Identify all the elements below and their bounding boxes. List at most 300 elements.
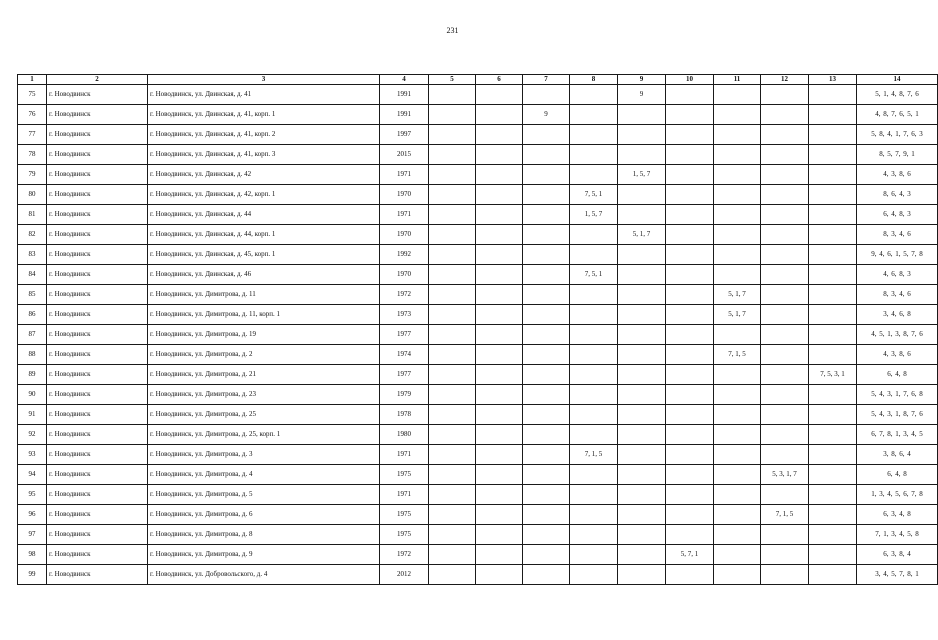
col9-cell <box>618 325 666 345</box>
col14-cell: 8, 3, 4, 6 <box>857 285 938 305</box>
col7-cell <box>523 445 570 465</box>
col9-cell: 5, 1, 7 <box>618 225 666 245</box>
col5-cell <box>429 345 476 365</box>
col14-cell: 8, 5, 7, 9, 1 <box>857 145 938 165</box>
city-cell: г. Новодвинск <box>47 505 148 525</box>
col13-cell <box>809 505 857 525</box>
year-cell: 1971 <box>380 165 429 185</box>
city-cell: г. Новодвинск <box>47 465 148 485</box>
col12-cell <box>761 365 809 385</box>
col6-cell <box>476 85 523 105</box>
col14-cell: 5, 8, 4, 1, 7, 6, 3 <box>857 125 938 145</box>
column-header-5: 5 <box>429 75 476 85</box>
header-row <box>18 75 938 85</box>
col13-cell: 7, 5, 3, 1 <box>809 365 857 385</box>
address-cell: г. Новодвинск, ул. Двинская, д. 46 <box>148 265 380 285</box>
col8-cell <box>570 365 618 385</box>
col12-cell <box>761 225 809 245</box>
col12-cell <box>761 305 809 325</box>
col11-cell <box>714 565 761 585</box>
col6-cell <box>476 425 523 445</box>
col13-cell <box>809 405 857 425</box>
col5-cell <box>429 205 476 225</box>
col10-cell <box>666 345 714 365</box>
col13-cell <box>809 385 857 405</box>
row-number-cell: 86 <box>18 305 47 325</box>
col10-cell <box>666 145 714 165</box>
col14-cell: 6, 3, 4, 8 <box>857 505 938 525</box>
col8-cell <box>570 425 618 445</box>
col5-cell <box>429 105 476 125</box>
col5-cell <box>429 325 476 345</box>
col6-cell <box>476 525 523 545</box>
col13-cell <box>809 425 857 445</box>
col5-cell <box>429 525 476 545</box>
col11-cell <box>714 425 761 445</box>
table-row <box>18 445 938 465</box>
col8-cell: 1, 5, 7 <box>570 205 618 225</box>
col12-cell <box>761 325 809 345</box>
col8-cell: 7, 1, 5 <box>570 445 618 465</box>
col6-cell <box>476 505 523 525</box>
col7-cell: 9 <box>523 105 570 125</box>
col12-cell <box>761 145 809 165</box>
col11-cell <box>714 165 761 185</box>
col13-cell <box>809 185 857 205</box>
table-body <box>18 85 938 585</box>
address-cell: г. Новодвинск, ул. Димитрова, д. 11, корп. 1 <box>148 305 380 325</box>
col10-cell <box>666 305 714 325</box>
column-header-6: 6 <box>476 75 523 85</box>
col9-cell <box>618 345 666 365</box>
column-header-3: 3 <box>148 75 380 85</box>
col10-cell <box>666 525 714 545</box>
year-cell: 1970 <box>380 265 429 285</box>
col12-cell <box>761 485 809 505</box>
col8-cell <box>570 465 618 485</box>
col14-cell: 5, 4, 3, 1, 8, 7, 6 <box>857 405 938 425</box>
col11-cell <box>714 385 761 405</box>
col9-cell: 1, 5, 7 <box>618 165 666 185</box>
table-row <box>18 265 938 285</box>
address-cell: г. Новодвинск, ул. Димитрова, д. 25, корп. 1 <box>148 425 380 445</box>
col12-cell <box>761 105 809 125</box>
col13-cell <box>809 225 857 245</box>
city-cell: г. Новодвинск <box>47 385 148 405</box>
year-cell: 1980 <box>380 425 429 445</box>
col10-cell <box>666 325 714 345</box>
col8-cell <box>570 285 618 305</box>
row-number-cell: 93 <box>18 445 47 465</box>
col13-cell <box>809 245 857 265</box>
row-number-cell: 75 <box>18 85 47 105</box>
table-row <box>18 565 938 585</box>
col12-cell <box>761 405 809 425</box>
col6-cell <box>476 345 523 365</box>
col8-cell <box>570 565 618 585</box>
col11-cell <box>714 205 761 225</box>
col14-cell: 3, 8, 6, 4 <box>857 445 938 465</box>
table-row <box>18 525 938 545</box>
column-header-8: 8 <box>570 75 618 85</box>
city-cell: г. Новодвинск <box>47 285 148 305</box>
col7-cell <box>523 245 570 265</box>
city-cell: г. Новодвинск <box>47 365 148 385</box>
col10-cell <box>666 385 714 405</box>
col11-cell: 5, 1, 7 <box>714 285 761 305</box>
col8-cell <box>570 325 618 345</box>
city-cell: г. Новодвинск <box>47 405 148 425</box>
col14-cell: 8, 3, 4, 6 <box>857 225 938 245</box>
col12-cell <box>761 125 809 145</box>
col14-cell: 4, 6, 8, 3 <box>857 265 938 285</box>
col12-cell <box>761 245 809 265</box>
col14-cell: 6, 4, 8, 3 <box>857 205 938 225</box>
col11-cell <box>714 465 761 485</box>
table-row <box>18 325 938 345</box>
col12-cell <box>761 525 809 545</box>
city-cell: г. Новодвинск <box>47 165 148 185</box>
address-cell: г. Новодвинск, ул. Димитрова, д. 25 <box>148 405 380 425</box>
col6-cell <box>476 445 523 465</box>
col10-cell <box>666 125 714 145</box>
city-cell: г. Новодвинск <box>47 305 148 325</box>
col13-cell <box>809 325 857 345</box>
col6-cell <box>476 185 523 205</box>
col9-cell <box>618 145 666 165</box>
col11-cell <box>714 185 761 205</box>
row-number-cell: 79 <box>18 165 47 185</box>
col11-cell <box>714 405 761 425</box>
address-cell: г. Новодвинск, ул. Димитрова, д. 3 <box>148 445 380 465</box>
address-cell: г. Новодвинск, ул. Димитрова, д. 11 <box>148 285 380 305</box>
col8-cell <box>570 85 618 105</box>
col10-cell <box>666 445 714 465</box>
row-number-cell: 80 <box>18 185 47 205</box>
col13-cell <box>809 305 857 325</box>
col5-cell <box>429 285 476 305</box>
col5-cell <box>429 125 476 145</box>
col12-cell <box>761 345 809 365</box>
address-cell: г. Новодвинск, ул. Димитрова, д. 2 <box>148 345 380 365</box>
col9-cell <box>618 565 666 585</box>
row-number-cell: 82 <box>18 225 47 245</box>
city-cell: г. Новодвинск <box>47 225 148 245</box>
col6-cell <box>476 565 523 585</box>
year-cell: 1971 <box>380 445 429 465</box>
column-header-11: 11 <box>714 75 761 85</box>
col8-cell <box>570 545 618 565</box>
col5-cell <box>429 265 476 285</box>
col13-cell <box>809 285 857 305</box>
year-cell: 1975 <box>380 505 429 525</box>
col13-cell <box>809 565 857 585</box>
year-cell: 1978 <box>380 405 429 425</box>
col14-cell: 4, 5, 1, 3, 8, 7, 6 <box>857 325 938 345</box>
column-header-7: 7 <box>523 75 570 85</box>
column-header-2: 2 <box>47 75 148 85</box>
address-cell: г. Новодвинск, ул. Двинская, д. 45, корп. 1 <box>148 245 380 265</box>
col12-cell <box>761 545 809 565</box>
col12-cell <box>761 565 809 585</box>
col13-cell <box>809 445 857 465</box>
col14-cell: 6, 7, 8, 1, 3, 4, 5 <box>857 425 938 445</box>
col9-cell <box>618 105 666 125</box>
col14-cell: 4, 3, 8, 6 <box>857 345 938 365</box>
column-header-9: 9 <box>618 75 666 85</box>
row-number-cell: 97 <box>18 525 47 545</box>
col8-cell <box>570 245 618 265</box>
city-cell: г. Новодвинск <box>47 545 148 565</box>
city-cell: г. Новодвинск <box>47 205 148 225</box>
col9-cell <box>618 465 666 485</box>
col8-cell: 7, 5, 1 <box>570 185 618 205</box>
table-row <box>18 125 938 145</box>
city-cell: г. Новодвинск <box>47 425 148 445</box>
row-number-cell: 99 <box>18 565 47 585</box>
col12-cell <box>761 385 809 405</box>
col9-cell <box>618 185 666 205</box>
col11-cell <box>714 265 761 285</box>
col14-cell: 1, 3, 4, 5, 6, 7, 8 <box>857 485 938 505</box>
city-cell: г. Новодвинск <box>47 485 148 505</box>
column-header-14: 14 <box>857 75 938 85</box>
col10-cell <box>666 425 714 445</box>
table-row <box>18 225 938 245</box>
address-cell: г. Новодвинск, ул. Двинская, д. 42 <box>148 165 380 185</box>
col5-cell <box>429 425 476 445</box>
col10-cell: 5, 7, 1 <box>666 545 714 565</box>
col10-cell <box>666 225 714 245</box>
column-header-4: 4 <box>380 75 429 85</box>
col14-cell: 4, 8, 7, 6, 5, 1 <box>857 105 938 125</box>
row-number-cell: 85 <box>18 285 47 305</box>
col14-cell: 9, 4, 6, 1, 5, 7, 8 <box>857 245 938 265</box>
col6-cell <box>476 285 523 305</box>
col5-cell <box>429 365 476 385</box>
col5-cell <box>429 385 476 405</box>
col8-cell <box>570 405 618 425</box>
col11-cell <box>714 505 761 525</box>
table-row <box>18 245 938 265</box>
address-cell: г. Новодвинск, ул. Двинская, д. 41, корп. 2 <box>148 125 380 145</box>
table-row <box>18 185 938 205</box>
col10-cell <box>666 245 714 265</box>
year-cell: 1970 <box>380 185 429 205</box>
col8-cell <box>570 225 618 245</box>
address-cell: г. Новодвинск, ул. Димитрова, д. 19 <box>148 325 380 345</box>
year-cell: 1973 <box>380 305 429 325</box>
row-number-cell: 95 <box>18 485 47 505</box>
col7-cell <box>523 565 570 585</box>
col9-cell <box>618 405 666 425</box>
col12-cell: 7, 1, 5 <box>761 505 809 525</box>
col13-cell <box>809 145 857 165</box>
year-cell: 2012 <box>380 565 429 585</box>
column-header-12: 12 <box>761 75 809 85</box>
col8-cell <box>570 165 618 185</box>
col13-cell <box>809 545 857 565</box>
col7-cell <box>523 285 570 305</box>
col8-cell <box>570 505 618 525</box>
table-row <box>18 285 938 305</box>
col6-cell <box>476 465 523 485</box>
table-row <box>18 365 938 385</box>
col5-cell <box>429 305 476 325</box>
col6-cell <box>476 125 523 145</box>
column-header-13: 13 <box>809 75 857 85</box>
col14-cell: 6, 3, 8, 4 <box>857 545 938 565</box>
col11-cell <box>714 245 761 265</box>
col9-cell <box>618 365 666 385</box>
col12-cell: 5, 3, 1, 7 <box>761 465 809 485</box>
table-row <box>18 485 938 505</box>
col6-cell <box>476 145 523 165</box>
col9-cell <box>618 265 666 285</box>
address-cell: г. Новодвинск, ул. Димитрова, д. 5 <box>148 485 380 505</box>
col10-cell <box>666 205 714 225</box>
row-number-cell: 83 <box>18 245 47 265</box>
row-number-cell: 88 <box>18 345 47 365</box>
col6-cell <box>476 385 523 405</box>
col5-cell <box>429 485 476 505</box>
col7-cell <box>523 145 570 165</box>
table-row <box>18 425 938 445</box>
col5-cell <box>429 405 476 425</box>
col5-cell <box>429 505 476 525</box>
col6-cell <box>476 205 523 225</box>
col7-cell <box>523 185 570 205</box>
col8-cell <box>570 305 618 325</box>
col7-cell <box>523 345 570 365</box>
col7-cell <box>523 385 570 405</box>
col10-cell <box>666 85 714 105</box>
col8-cell <box>570 105 618 125</box>
col7-cell <box>523 365 570 385</box>
city-cell: г. Новодвинск <box>47 85 148 105</box>
city-cell: г. Новодвинск <box>47 105 148 125</box>
col10-cell <box>666 405 714 425</box>
col12-cell <box>761 185 809 205</box>
col13-cell <box>809 105 857 125</box>
col11-cell <box>714 145 761 165</box>
year-cell: 1972 <box>380 285 429 305</box>
row-number-cell: 84 <box>18 265 47 285</box>
col12-cell <box>761 265 809 285</box>
col8-cell: 7, 5, 1 <box>570 265 618 285</box>
table-row <box>18 85 938 105</box>
year-cell: 1971 <box>380 205 429 225</box>
col9-cell <box>618 245 666 265</box>
col11-cell <box>714 85 761 105</box>
year-cell: 1974 <box>380 345 429 365</box>
col9-cell <box>618 285 666 305</box>
row-number-cell: 87 <box>18 325 47 345</box>
city-cell: г. Новодвинск <box>47 265 148 285</box>
col5-cell <box>429 445 476 465</box>
city-cell: г. Новодвинск <box>47 345 148 365</box>
col9-cell <box>618 425 666 445</box>
col13-cell <box>809 525 857 545</box>
col13-cell <box>809 165 857 185</box>
col12-cell <box>761 165 809 185</box>
year-cell: 1991 <box>380 105 429 125</box>
row-number-cell: 98 <box>18 545 47 565</box>
column-header-1: 1 <box>18 75 47 85</box>
col10-cell <box>666 465 714 485</box>
col14-cell: 6, 4, 8 <box>857 465 938 485</box>
col14-cell: 3, 4, 5, 7, 8, 1 <box>857 565 938 585</box>
col12-cell <box>761 285 809 305</box>
col7-cell <box>523 125 570 145</box>
col13-cell <box>809 125 857 145</box>
col12-cell <box>761 445 809 465</box>
city-cell: г. Новодвинск <box>47 145 148 165</box>
col11-cell: 5, 1, 7 <box>714 305 761 325</box>
col7-cell <box>523 485 570 505</box>
col7-cell <box>523 465 570 485</box>
col11-cell: 7, 1, 5 <box>714 345 761 365</box>
col8-cell <box>570 385 618 405</box>
col7-cell <box>523 545 570 565</box>
row-number-cell: 78 <box>18 145 47 165</box>
col11-cell <box>714 445 761 465</box>
housing-register-table <box>17 74 938 585</box>
col6-cell <box>476 225 523 245</box>
col5-cell <box>429 225 476 245</box>
col11-cell <box>714 485 761 505</box>
table-row <box>18 345 938 365</box>
address-cell: г. Новодвинск, ул. Двинская, д. 41, корп. 3 <box>148 145 380 165</box>
address-cell: г. Новодвинск, ул. Двинская, д. 42, корп. 1 <box>148 185 380 205</box>
address-cell: г. Новодвинск, ул. Двинская, д. 41, корп. 1 <box>148 105 380 125</box>
col6-cell <box>476 305 523 325</box>
address-cell: г. Новодвинск, ул. Двинская, д. 44 <box>148 205 380 225</box>
year-cell: 1977 <box>380 365 429 385</box>
table-row <box>18 165 938 185</box>
col6-cell <box>476 325 523 345</box>
col10-cell <box>666 505 714 525</box>
table-row <box>18 465 938 485</box>
col14-cell: 6, 4, 8 <box>857 365 938 385</box>
row-number-cell: 96 <box>18 505 47 525</box>
col7-cell <box>523 505 570 525</box>
col11-cell <box>714 125 761 145</box>
address-cell: г. Новодвинск, ул. Двинская, д. 41 <box>148 85 380 105</box>
table-row <box>18 305 938 325</box>
col9-cell: 9 <box>618 85 666 105</box>
year-cell: 1977 <box>380 325 429 345</box>
col10-cell <box>666 165 714 185</box>
col11-cell <box>714 325 761 345</box>
col8-cell <box>570 485 618 505</box>
col14-cell: 3, 4, 6, 8 <box>857 305 938 325</box>
row-number-cell: 77 <box>18 125 47 145</box>
col6-cell <box>476 165 523 185</box>
row-number-cell: 81 <box>18 205 47 225</box>
city-cell: г. Новодвинск <box>47 445 148 465</box>
col9-cell <box>618 385 666 405</box>
col11-cell <box>714 525 761 545</box>
col6-cell <box>476 365 523 385</box>
col13-cell <box>809 345 857 365</box>
table-row <box>18 145 938 165</box>
city-cell: г. Новодвинск <box>47 325 148 345</box>
col14-cell: 7, 1, 3, 4, 5, 8 <box>857 525 938 545</box>
col12-cell <box>761 425 809 445</box>
col14-cell: 5, 1, 4, 8, 7, 6 <box>857 85 938 105</box>
year-cell: 1970 <box>380 225 429 245</box>
